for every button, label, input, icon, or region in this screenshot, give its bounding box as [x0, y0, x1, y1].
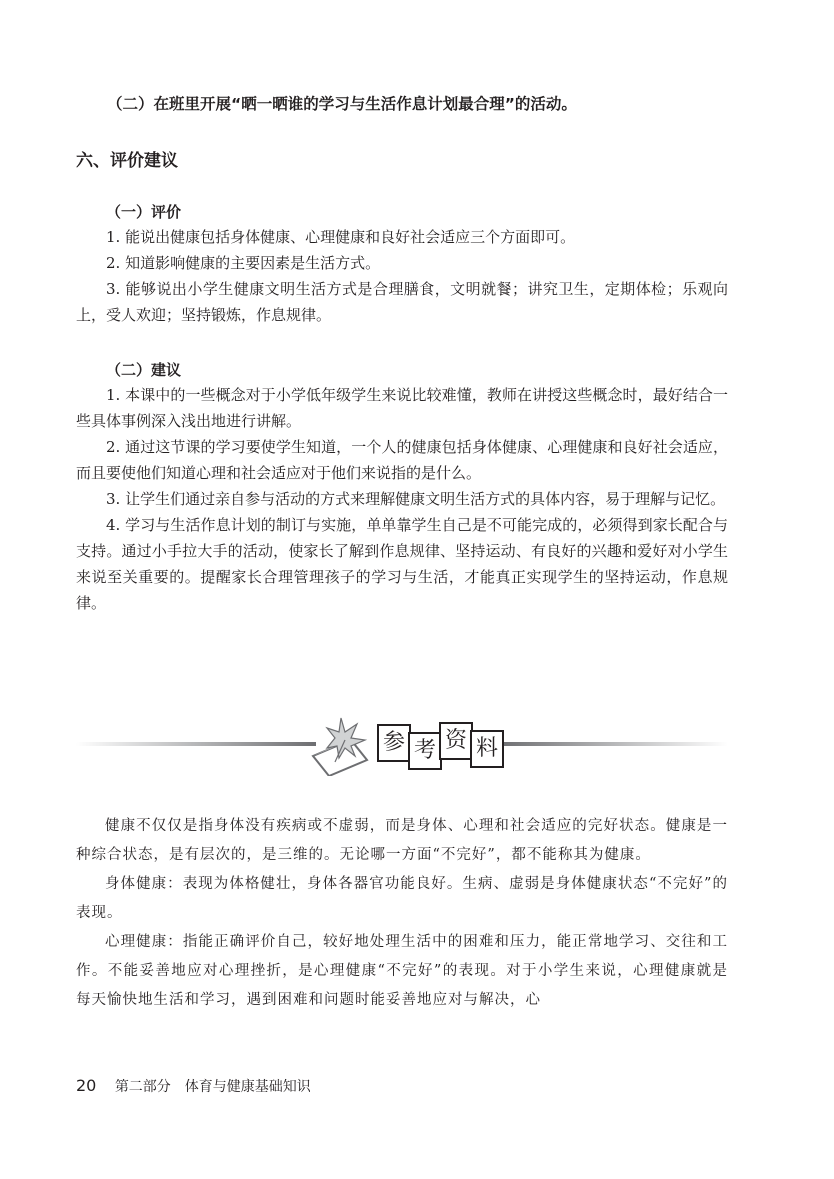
book-leaf-icon: [305, 710, 375, 776]
banner-char: 参: [377, 724, 411, 762]
evaluation-item: 2. 知道影响健康的主要因素是生活方式。: [106, 254, 381, 272]
page-footer: [76, 1076, 311, 1096]
banner-char: 考: [408, 732, 442, 770]
evaluation-heading: （一）评价: [106, 203, 182, 221]
banner-char: 料: [470, 730, 504, 768]
evaluation-item: 1. 能说出健康包括身体健康、心理健康和良好社会适应三个方面即可。: [106, 228, 576, 246]
reference-paragraph: 健康不仅仅是指身体没有疾病或不虚弱，而是身体、心理和社会适应的完好状态。健康是一种综合状态，是有层次的，是三维的。无论哪一方面“不完好”，都不能称其为健康。: [76, 818, 728, 863]
reference-paragraph: 身体健康：表现为体格健壮，身体各器官功能良好。生病、虚弱是身体健康状态“不完好”的表现。: [76, 876, 728, 921]
activity-line: （二）在班里开展“晒一晒谁的学习与生活作息计划最合理”的活动。: [107, 95, 577, 113]
reference-banner: [305, 710, 505, 776]
divider-line-left: [76, 742, 316, 746]
reference-body: [76, 812, 728, 1015]
evaluation-section: [76, 200, 728, 328]
page-number: 20: [76, 1076, 97, 1095]
suggestion-item: 4. 学习与生活作息计划的制订与实施，单单靠学生自己是不可能完成的，必须得到家长配合与支持。通过小手拉大手的活动，使家长了解到作息规律、坚持运动、有良好的兴趣和爱好对小学生来说至关重要的。提醒家长合理管理孩子的学习与生活，才能真正实现学生的坚持运动，作息规律。: [76, 516, 728, 612]
suggestion-section: [76, 358, 728, 616]
reference-paragraph: 心理健康：指能正确评价自己，较好地处理生活中的困难和压力，能正常地学习、交往和工作。不能妥善地应对心理挫折，是心理健康“不完好”的表现。对于小学生来说，心理健康就是每天愉快地生活和学习，遇到困难和问题时能妥善地应对与解决，心: [76, 934, 728, 1008]
section-six-heading: 六、评价建议: [76, 151, 178, 171]
divider-line-right: [498, 742, 728, 746]
suggestion-item: 2. 通过这节课的学习要使学生知道，一个人的健康包括身体健康、心理健康和良好社会适应，而且要使他们知道心理和社会适应对于他们来说指的是什么。: [76, 438, 728, 482]
footer-title: 第二部分 体育与健康基础知识: [114, 1079, 311, 1095]
suggestion-item: 1. 本课中的一些概念对于小学低年级学生来说比较难懂，教师在讲授这些概念时，最好结合一些具体事例深入浅出地进行讲解。: [76, 386, 728, 430]
suggestion-heading: （二）建议: [106, 361, 182, 379]
evaluation-item: 3. 能够说出小学生健康文明生活方式是合理膳食，文明就餐；讲究卫生，定期体检；乐观向上，受人欢迎；坚持锻炼，作息规律。: [76, 280, 728, 324]
suggestion-item: 3. 让学生们通过亲自参与活动的方式来理解健康文明生活方式的具体内容，易于理解与记忆。: [106, 490, 726, 508]
banner-char: 资: [439, 722, 473, 760]
